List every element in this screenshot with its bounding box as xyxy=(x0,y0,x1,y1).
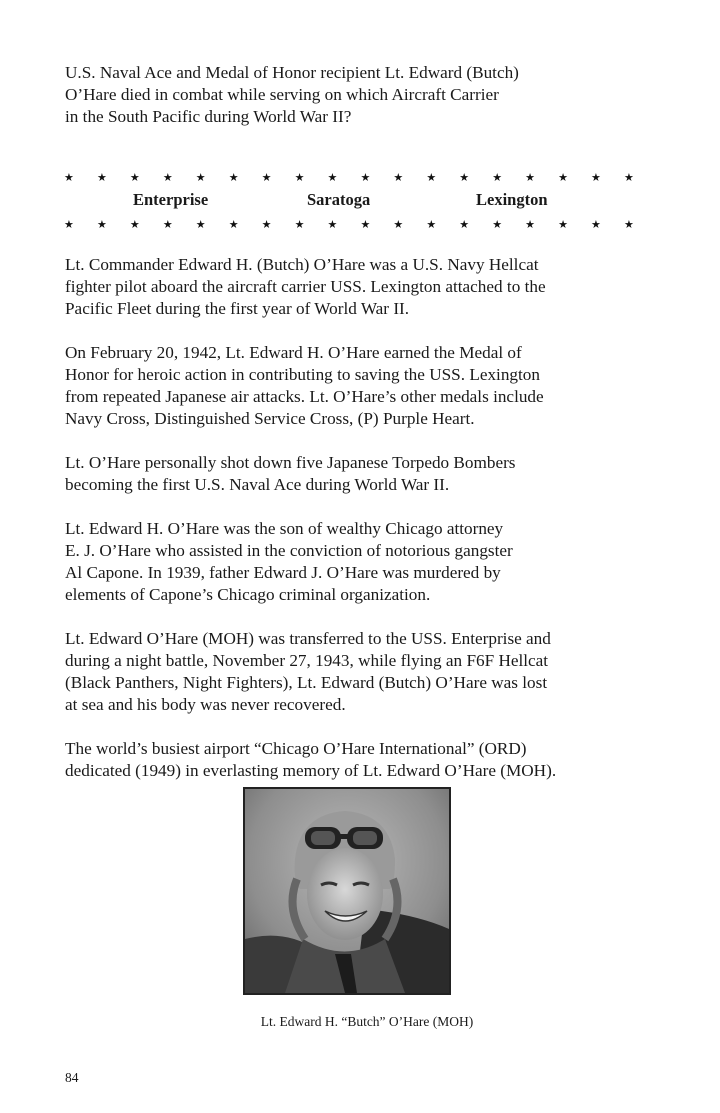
star-icon: ★ xyxy=(228,172,239,184)
portrait-photo xyxy=(243,787,451,995)
star-icon: ★ xyxy=(228,219,239,231)
paragraph xyxy=(65,452,665,496)
text-line: Lt. Edward O’Hare (MOH) was transferred to the USS. Enterprise and xyxy=(65,629,551,648)
text-line: Al Capone. In 1939, father Edward J. O’Hare was murdered by xyxy=(65,563,501,582)
star-icon: ★ xyxy=(64,219,74,231)
star-icon: ★ xyxy=(459,219,470,231)
star-icon: ★ xyxy=(327,219,338,231)
pilot-portrait-icon xyxy=(245,789,449,993)
star-divider-top xyxy=(64,172,634,184)
text-line: The world’s busiest airport “Chicago O’Hare International” (ORD) xyxy=(65,739,527,758)
text-line: during a night battle, November 27, 1943, while flying an F6F Hellcat xyxy=(65,651,549,670)
star-icon: ★ xyxy=(459,172,470,184)
question-line: O’Hare died in combat while serving on which Aircraft Carrier xyxy=(65,85,499,104)
page-number: 84 xyxy=(65,1070,79,1085)
text-line: Honor for heroic action in contributing to saving the USS. Lexington xyxy=(65,365,540,384)
answer-text xyxy=(65,254,665,804)
star-icon: ★ xyxy=(360,172,371,184)
choice-lexington: Lexington xyxy=(476,190,548,209)
text-line: from repeated Japanese air attacks. Lt. O’Hare’s other medals include xyxy=(65,387,544,406)
text-line: Navy Cross, Distinguished Service Cross, (P) Purple Heart. xyxy=(65,409,475,428)
star-icon: ★ xyxy=(96,172,107,184)
question-line: in the South Pacific during World War II? xyxy=(65,107,352,126)
star-icon: ★ xyxy=(558,172,568,184)
choice-saratoga: Saratoga xyxy=(307,190,371,209)
star-icon: ★ xyxy=(426,172,437,184)
star-icon: ★ xyxy=(492,172,503,184)
trivia-question xyxy=(65,62,665,128)
star-icon: ★ xyxy=(294,219,305,231)
star-icon: ★ xyxy=(393,172,404,184)
text-line: becoming the first U.S. Naval Ace during World War II. xyxy=(65,475,450,494)
star-icon: ★ xyxy=(558,219,568,231)
star-icon: ★ xyxy=(64,172,74,184)
star-icon: ★ xyxy=(426,219,437,231)
star-icon: ★ xyxy=(129,172,140,184)
answer-choices xyxy=(0,189,720,211)
paragraph xyxy=(65,628,665,716)
text-line: Lt. Commander Edward H. (Butch) O’Hare was a U.S. Navy Hellcat xyxy=(65,255,539,274)
star-icon: ★ xyxy=(261,219,272,231)
text-line: On February 20, 1942, Lt. Edward H. O’Hare earned the Medal of xyxy=(65,343,522,362)
text-line: Lt. Edward H. O’Hare was the son of wealthy Chicago attorney xyxy=(65,519,504,538)
star-icon: ★ xyxy=(623,172,634,184)
paragraph xyxy=(65,738,665,782)
star-icon: ★ xyxy=(525,219,535,231)
star-icon: ★ xyxy=(195,219,206,231)
text-line: (Black Panthers, Night Fighters), Lt. Edward (Butch) O’Hare was lost xyxy=(65,673,548,692)
text-line: fighter pilot aboard the aircraft carrier USS. Lexington attached to the xyxy=(65,277,546,296)
star-icon: ★ xyxy=(162,172,173,184)
star-icon: ★ xyxy=(129,219,140,231)
paragraph xyxy=(65,518,665,606)
text-line: dedicated (1949) in everlasting memory of Lt. Edward O’Hare (MOH). xyxy=(65,761,557,780)
star-icon: ★ xyxy=(623,219,634,231)
star-icon: ★ xyxy=(360,219,371,231)
choice-enterprise: Enterprise xyxy=(133,190,209,209)
star-icon: ★ xyxy=(492,219,503,231)
text-line: Pacific Fleet during the first year of World War II. xyxy=(65,299,410,318)
paragraph xyxy=(65,342,665,430)
star-divider-bottom xyxy=(64,219,634,231)
question-line: U.S. Naval Ace and Medal of Honor recipient Lt. Edward (Butch) xyxy=(65,63,519,82)
text-line: Lt. O’Hare personally shot down five Japanese Torpedo Bombers xyxy=(65,453,516,472)
star-icon: ★ xyxy=(162,219,173,231)
star-icon: ★ xyxy=(294,172,305,184)
paragraph xyxy=(65,254,665,320)
star-icon: ★ xyxy=(96,219,107,231)
text-line: E. J. O’Hare who assisted in the conviction of notorious gangster xyxy=(65,541,513,560)
star-icon: ★ xyxy=(591,172,601,184)
star-icon: ★ xyxy=(261,172,272,184)
star-icon: ★ xyxy=(327,172,338,184)
photo-caption: Lt. Edward H. “Butch” O’Hare (MOH) xyxy=(260,1014,474,1029)
star-icon: ★ xyxy=(591,219,601,231)
star-icon: ★ xyxy=(195,172,206,184)
text-line: elements of Capone’s Chicago criminal organization. xyxy=(65,585,431,604)
text-line: at sea and his body was never recovered. xyxy=(65,695,346,714)
star-icon: ★ xyxy=(393,219,404,231)
star-icon: ★ xyxy=(525,172,535,184)
